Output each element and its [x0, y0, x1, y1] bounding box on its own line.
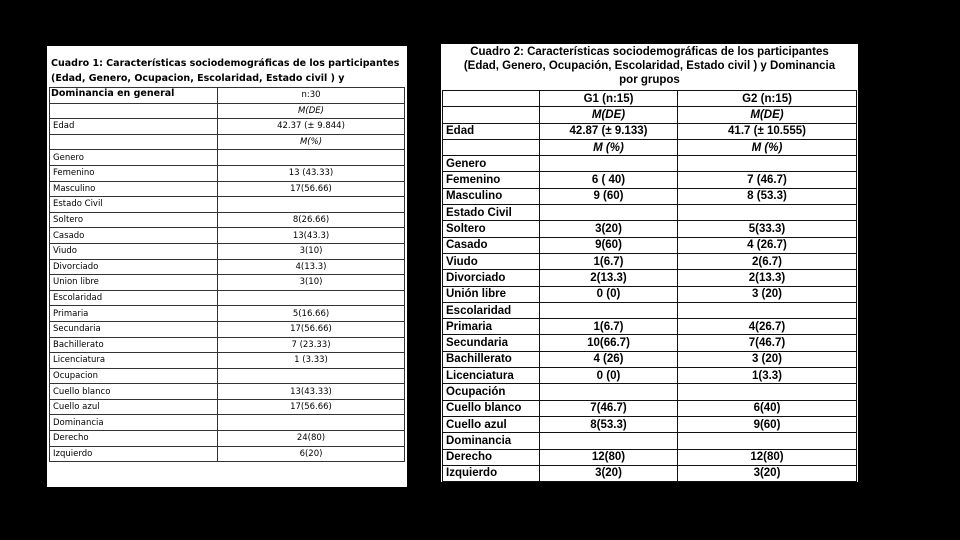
g2-value [678, 384, 857, 400]
g2-value: 6(40) [678, 400, 857, 416]
row-label [50, 134, 218, 150]
table-row [443, 172, 857, 188]
row-value [218, 290, 405, 306]
row-value: 4(13.3) [218, 259, 405, 275]
table-1 [49, 87, 405, 462]
row-label: Cuello azul [50, 399, 218, 415]
table-2-title-line-1: Cuadro 2: Características sociodemográficas de los participantes [470, 46, 829, 58]
row-value: 17(56.66) [218, 399, 405, 415]
table-row [443, 205, 857, 221]
table-row [50, 165, 405, 181]
row-label: Bachillerato [50, 337, 218, 353]
g2-value: 2(6.7) [678, 253, 857, 269]
table-row [50, 290, 405, 306]
row-label: Primaria [443, 319, 540, 335]
table-2-panel [441, 44, 858, 482]
g1-value: 8(53.3) [540, 416, 678, 432]
table-row [443, 107, 857, 123]
g2-value: 12(80) [678, 449, 857, 465]
row-value: 3(10) [218, 243, 405, 259]
row-value: n:30 [218, 88, 405, 104]
row-value [218, 197, 405, 213]
table-row [50, 431, 405, 447]
g2-value: G2 (n:15) [678, 91, 857, 107]
row-label: Cuello blanco [50, 384, 218, 400]
table-row [443, 351, 857, 367]
row-label: Dominancia [50, 415, 218, 431]
g1-value: 2(13.3) [540, 270, 678, 286]
row-label: Viudo [443, 253, 540, 269]
table-row [50, 306, 405, 322]
g2-value: 7 (46.7) [678, 172, 857, 188]
g1-value: 0 (0) [540, 286, 678, 302]
row-label: Escolaridad [50, 290, 218, 306]
g1-value: 10(66.7) [540, 335, 678, 351]
g1-value [540, 205, 678, 221]
g1-value: M(DE) [540, 107, 678, 123]
row-value: 5(16.66) [218, 306, 405, 322]
row-label: Ocupación [443, 384, 540, 400]
table-row [443, 465, 857, 481]
table-row [443, 221, 857, 237]
row-label: Soltero [50, 212, 218, 228]
row-label: Union libre [50, 275, 218, 291]
table-row [443, 368, 857, 384]
g2-value: 3 (20) [678, 351, 857, 367]
table-row [50, 368, 405, 384]
row-label: Estado Civil [50, 197, 218, 213]
row-label: Edad [50, 119, 218, 135]
g2-value: 41.7 (± 10.555) [678, 123, 857, 139]
g2-value: 3 (20) [678, 286, 857, 302]
row-value: 7 (23.33) [218, 337, 405, 353]
row-label: Ocupacion [50, 368, 218, 384]
row-value: 42.37 (± 9.844) [218, 119, 405, 135]
table-row [50, 150, 405, 166]
table-row [443, 156, 857, 172]
table-row [50, 353, 405, 369]
g2-value: M (%) [678, 139, 857, 155]
table-2-title-line-3: por grupos [619, 74, 680, 86]
table-2-title [441, 44, 858, 90]
table-row [50, 415, 405, 431]
table-row [443, 237, 857, 253]
table-row [443, 286, 857, 302]
row-value [218, 415, 405, 431]
g2-value: 7(46.7) [678, 335, 857, 351]
g1-value [540, 156, 678, 172]
g2-value [678, 433, 857, 449]
row-label: Femenino [50, 165, 218, 181]
table-row [50, 243, 405, 259]
row-label: Escolaridad [443, 302, 540, 318]
table-row [443, 123, 857, 139]
row-label: Estado Civil [443, 205, 540, 221]
table-row [50, 212, 405, 228]
g1-value: 3(20) [540, 221, 678, 237]
row-label: Licenciatura [50, 353, 218, 369]
row-label: Unión libre [443, 286, 540, 302]
g1-value: 42.87 (± 9.133) [540, 123, 678, 139]
row-value [218, 368, 405, 384]
row-label: Secundaria [50, 321, 218, 337]
table-row [50, 446, 405, 462]
g1-value: 3(20) [540, 465, 678, 481]
table-row [50, 337, 405, 353]
table-row [50, 181, 405, 197]
row-label: Casado [50, 228, 218, 244]
g2-value: 4 (26.7) [678, 237, 857, 253]
row-label: Bachillerato [443, 351, 540, 367]
row-label: Masculino [50, 181, 218, 197]
g1-value [540, 433, 678, 449]
table-row [443, 319, 857, 335]
row-label: Casado [443, 237, 540, 253]
row-value: 8(26.66) [218, 212, 405, 228]
table-row [50, 259, 405, 275]
row-value: 6(20) [218, 446, 405, 462]
table-row [443, 433, 857, 449]
g1-value: 1(6.7) [540, 253, 678, 269]
row-label: Dominancia [443, 433, 540, 449]
table-row [443, 302, 857, 318]
table-row [50, 228, 405, 244]
row-value: M(%) [218, 134, 405, 150]
row-label [443, 107, 540, 123]
g2-value: 3(20) [678, 465, 857, 481]
row-value: 17(56.66) [218, 321, 405, 337]
g1-value: 4 (26) [540, 351, 678, 367]
row-label: Secundaria [443, 335, 540, 351]
table-row [443, 270, 857, 286]
row-label: Divorciado [50, 259, 218, 275]
row-label: Femenino [443, 172, 540, 188]
row-label: Licenciatura [443, 368, 540, 384]
row-label [50, 103, 218, 119]
row-label: Cuello azul [443, 416, 540, 432]
row-value: 1 (3.33) [218, 353, 405, 369]
row-value: 13(43.3) [218, 228, 405, 244]
row-label: Primaria [50, 306, 218, 322]
row-value [218, 150, 405, 166]
row-label: Derecho [50, 431, 218, 447]
g2-value [678, 156, 857, 172]
table-1-panel [47, 46, 407, 487]
g2-value [678, 302, 857, 318]
g2-value: M(DE) [678, 107, 857, 123]
table-2-title-line-2: (Edad, Genero, Ocupación, Escolaridad, Estado civil ) y Dominancia [463, 60, 836, 72]
row-label: Soltero [443, 221, 540, 237]
row-label: Derecho [443, 449, 540, 465]
g2-value: 4(26.7) [678, 319, 857, 335]
table-row [443, 253, 857, 269]
g2-value: 8 (53.3) [678, 188, 857, 204]
g2-value: 5(33.3) [678, 221, 857, 237]
table-row [443, 449, 857, 465]
g2-value: 1(3.3) [678, 368, 857, 384]
row-label [443, 139, 540, 155]
g1-value: 9 (60) [540, 188, 678, 204]
g2-value: 9(60) [678, 416, 857, 432]
row-label: Masculino [443, 188, 540, 204]
table-row [443, 139, 857, 155]
row-label: Divorciado [443, 270, 540, 286]
table-row [50, 119, 405, 135]
table-row [50, 275, 405, 291]
table-row [443, 384, 857, 400]
g1-value: 12(80) [540, 449, 678, 465]
table-2 [442, 90, 857, 482]
row-value: 13(43.33) [218, 384, 405, 400]
table-row [50, 399, 405, 415]
table-row [50, 384, 405, 400]
row-value: 3(10) [218, 275, 405, 291]
table-row [50, 321, 405, 337]
g1-value: 0 (0) [540, 368, 678, 384]
table-row [50, 103, 405, 119]
g2-value [678, 205, 857, 221]
row-label: Izquierdo [443, 465, 540, 481]
row-label: Genero [443, 156, 540, 172]
row-label: Cuello blanco [443, 400, 540, 416]
table-row [443, 91, 857, 107]
row-label: Viudo [50, 243, 218, 259]
table-row [50, 197, 405, 213]
table-row [443, 416, 857, 432]
g1-value: 7(46.7) [540, 400, 678, 416]
table-row [443, 400, 857, 416]
row-value: 17(56.66) [218, 181, 405, 197]
g1-value: 1(6.7) [540, 319, 678, 335]
table-row [443, 188, 857, 204]
row-value: M(DE) [218, 103, 405, 119]
row-label: Izquierdo [50, 446, 218, 462]
g1-value: 9(60) [540, 237, 678, 253]
row-label [443, 91, 540, 107]
g1-value: G1 (n:15) [540, 91, 678, 107]
g1-value [540, 384, 678, 400]
row-label: Edad [443, 123, 540, 139]
row-value: 13 (43.33) [218, 165, 405, 181]
g1-value [540, 302, 678, 318]
row-value: 24(80) [218, 431, 405, 447]
table-1-title: Cuadro 1: Características sociodemográficas de los participantes (Edad, Genero, Ocupacion, Escolaridad, Estado civil ) y Dominancia en general [51, 58, 400, 99]
table-row [50, 134, 405, 150]
g1-value: 6 ( 40) [540, 172, 678, 188]
g2-value: 2(13.3) [678, 270, 857, 286]
g1-value: M (%) [540, 139, 678, 155]
row-label: Genero [50, 150, 218, 166]
table-row [443, 335, 857, 351]
